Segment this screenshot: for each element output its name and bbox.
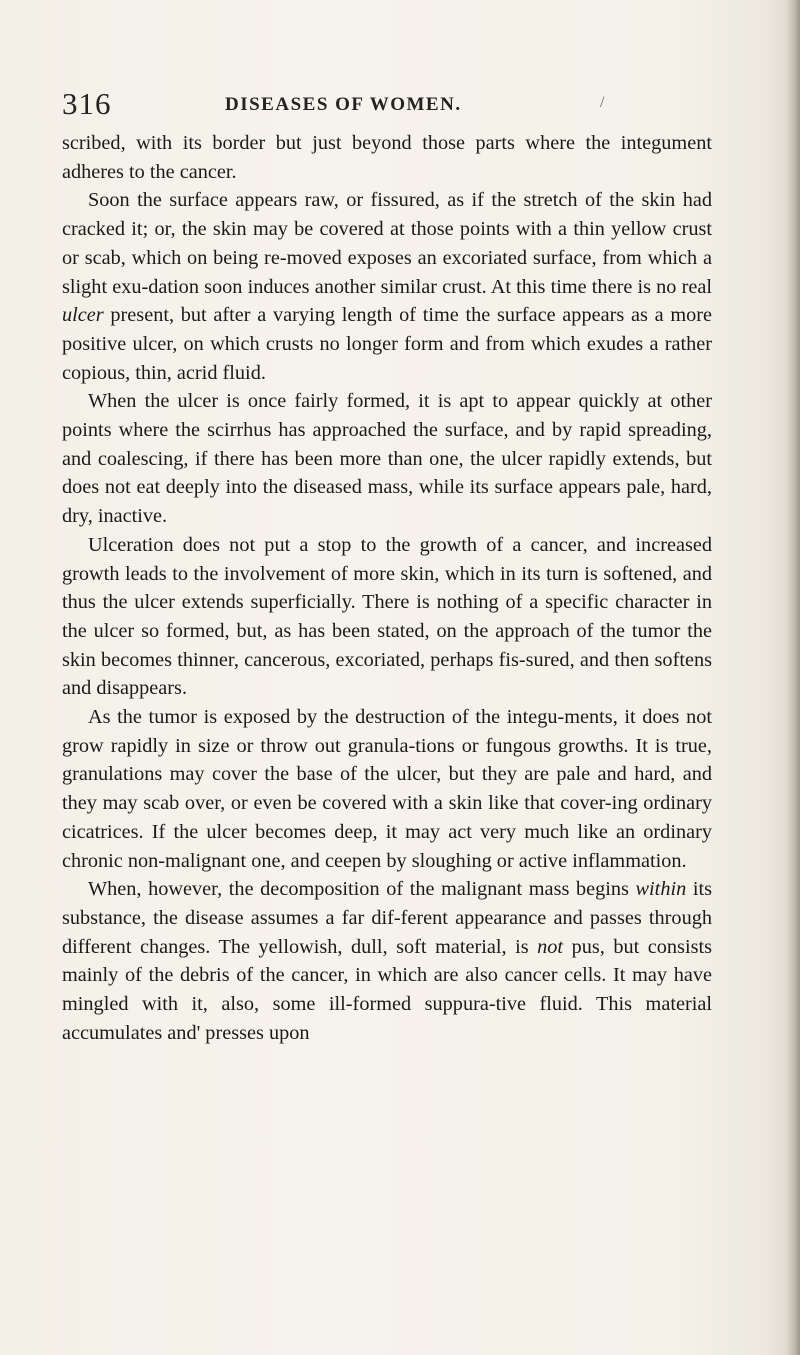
text-run: its substance, the disease assumes a far dif-ferent appearance and passes through different changes. The yellowish, dull, soft material, is — [62, 878, 713, 958]
page-header — [0, 86, 800, 126]
paragraph — [62, 129, 712, 186]
text-run: present, but after a varying length of time the surface appears as a more positive ulcer, on which crusts no longer form and from which exudes a rather copious, thin, acrid fluid. — [62, 304, 712, 384]
italic-word: within — [635, 878, 687, 901]
paragraph — [62, 703, 712, 875]
text-run: When, however, the decomposition of the malignant mass begins — [88, 878, 636, 901]
page-number: 316 — [62, 86, 112, 121]
paragraph — [62, 531, 712, 703]
paragraph — [62, 875, 712, 1047]
text-run: scribed, with its border but just beyond those parts where the integument adheres to the cancer. — [62, 132, 712, 183]
text-run: When the ulcer is once fairly formed, it is apt to appear quickly at other points where the scirrhus has approached the surface, and by rapid spreading, and coalescing, if there has been more than one, the ulcer rapidly extends, but does not eat deeply into the diseased mass, while its surface appears pale, hard, dry, inactive. — [62, 390, 712, 528]
text-run: Ulceration does not put a stop to the growth of a cancer, and increased growth leads to the involvement of more skin, which in its turn is softened, and thus the ulcer extends superficially. There is nothing of a specific character in the ulcer so formed, but, as has been stated, on the approach of the tumor the skin becomes thinner, cancerous, excoriated, perhaps fis-sured, and then softens and disappears. — [62, 533, 712, 700]
italic-word: ulcer — [62, 304, 104, 327]
text-run: pus, but consists mainly of the debris of the cancer, in which are also cancer cells. It may have mingled with it, also, some ill-formed suppura-tive fluid. This material accumulates and' presses upon — [62, 935, 712, 1044]
italic-word: not — [537, 935, 564, 958]
page-edge-shadow — [786, 0, 800, 1355]
running-head: DISEASES OF WOMEN. — [225, 94, 462, 115]
text-run: As the tumor is exposed by the destruction of the integu-ments, it does not grow rapidly in size or throw out granula-tions or fungous growths. It is true, granulations may cover the base of the ulcer, but they are pale and hard, and they may scab over, or even be covered with a skin like that cover-ing ordinary cicatrices. If the ulcer becomes deep, it may act very much like an ordinary chronic non-malignant one, and ceepen by sloughing or active inflammation. — [62, 706, 712, 872]
paragraph — [62, 186, 712, 387]
body-text — [62, 129, 712, 1048]
paragraph — [62, 387, 712, 531]
text-run: Soon the surface appears raw, or fissured, as if the stretch of the skin had cracked it; or, the skin may be covered at those points with a thin yellow crust or scab, which on being re-moved exposes an excoriated surface, from which a slight exu-dation soon induces another similar crust. At this time there is no real — [62, 189, 712, 298]
stray-mark: / — [600, 94, 605, 111]
